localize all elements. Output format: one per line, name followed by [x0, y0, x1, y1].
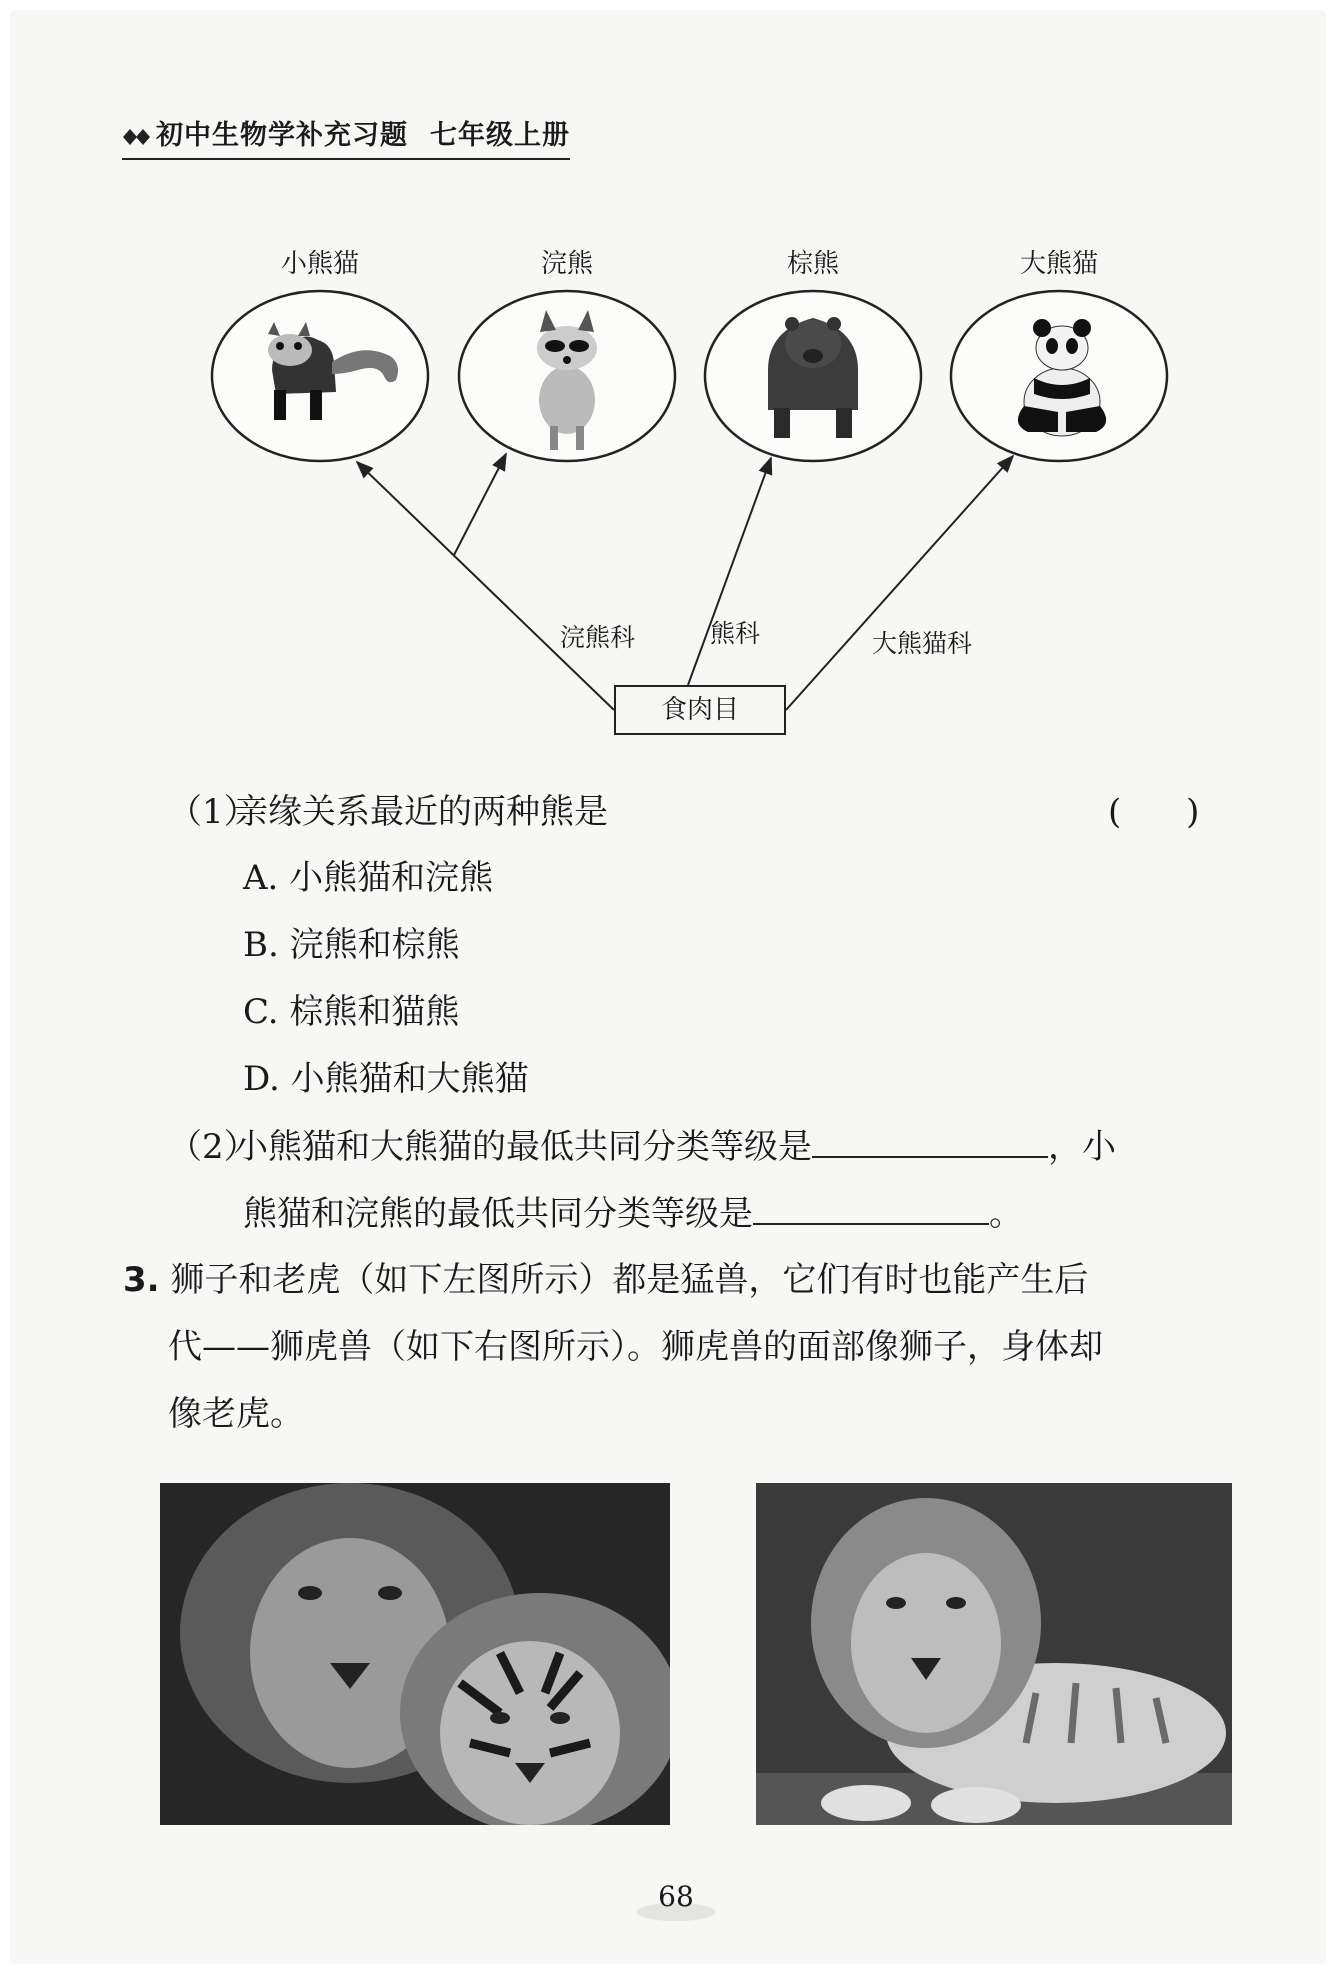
- question-2-number: （2）: [168, 1127, 258, 1167]
- page-number: 68: [658, 1880, 694, 1913]
- order-box-carnivora: 食肉目: [614, 685, 786, 735]
- question-2-line-1: （2）小熊猫和大熊猫的最低共同分类等级是 ，小: [168, 1127, 1116, 1167]
- option-c: C. 棕熊和猫熊: [243, 992, 460, 1032]
- question-3-number: 3.: [123, 1260, 160, 1300]
- classification-diagram: [10, 10, 1326, 770]
- question-3-line-3: 像老虎。: [168, 1394, 304, 1434]
- liger-photo: [756, 1483, 1232, 1825]
- arrow-order-to-brown-bear: [688, 458, 771, 685]
- arrow-order-to-giant-panda: [786, 456, 1013, 710]
- label-ursidae: 熊科: [710, 619, 761, 648]
- label-red-panda: 小熊猫: [280, 249, 359, 279]
- answer-blank-1[interactable]: [812, 1126, 1048, 1158]
- lion-and-tiger-photo: [160, 1483, 670, 1825]
- question-3-line-1: 3. 狮子和老虎（如下左图所示）都是猛兽，它们有时也能产生后: [123, 1260, 1089, 1300]
- label-procyonidae: 浣熊科: [560, 623, 636, 652]
- label-raccoon: 浣熊: [540, 249, 593, 279]
- grade-label: 七年级上册: [430, 120, 570, 151]
- label-brown-bear: 棕熊: [786, 249, 839, 279]
- question-3-line-2: 代——狮虎兽（如下右图所示）。狮虎兽的面部像狮子，身体却: [168, 1327, 1103, 1367]
- option-a: A. 小熊猫和浣熊: [243, 858, 494, 898]
- question-1-number: （1）: [168, 792, 258, 832]
- question-2-line-2: 熊猫和浣熊的最低共同分类等级是 。: [243, 1194, 1023, 1234]
- label-giant-panda: 大熊猫: [1019, 249, 1098, 279]
- answer-blank-2[interactable]: [753, 1193, 989, 1225]
- question-1-stem: （1）亲缘关系最近的两种熊是: [168, 792, 608, 832]
- book-title: 初中生物学补充习题: [156, 120, 408, 151]
- label-ailuropodidae: 大熊猫科: [872, 629, 973, 658]
- option-b: B. 浣熊和棕熊: [243, 925, 460, 965]
- textbook-page: [10, 10, 1326, 1964]
- arrow-order-to-red-panda: [357, 462, 614, 710]
- answer-bracket: ( ): [1108, 792, 1200, 832]
- option-d: D. 小熊猫和大熊猫: [243, 1059, 529, 1099]
- arrow-to-raccoon: [454, 454, 506, 555]
